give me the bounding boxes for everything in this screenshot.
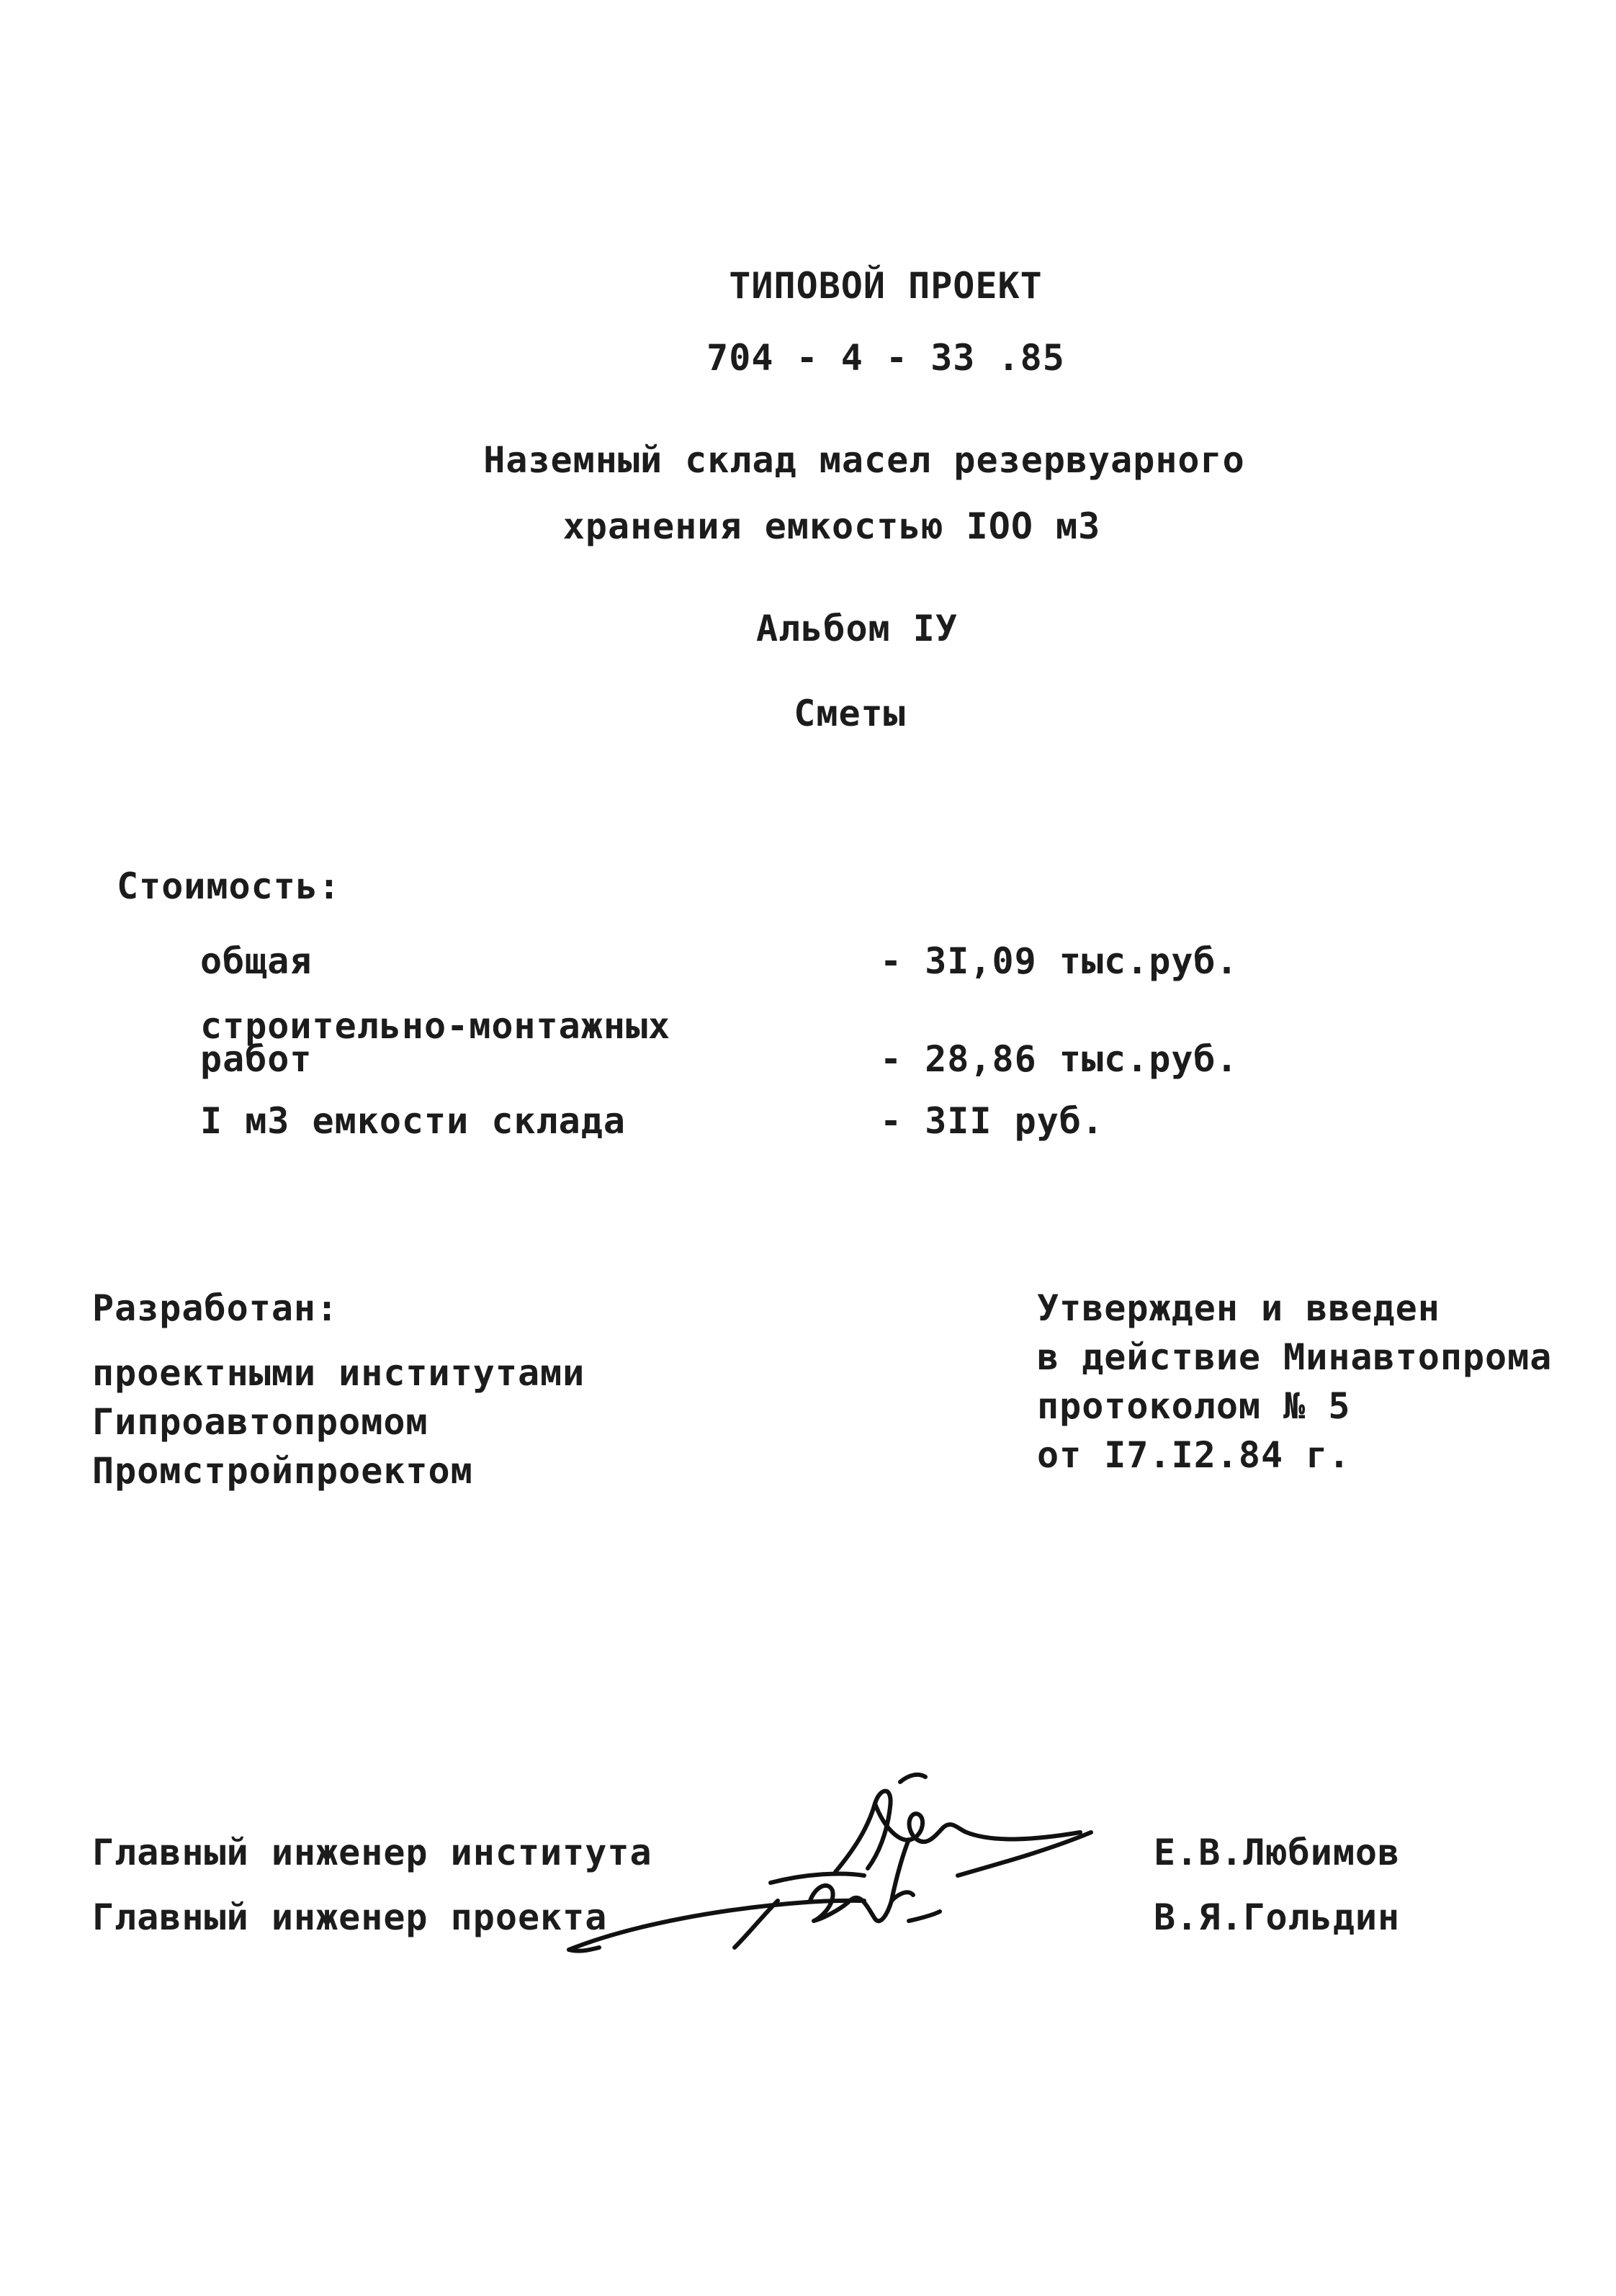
album-label: Альбом IУ (756, 608, 958, 649)
cost-construction-name-line-1: строительно-монтажных (200, 1005, 671, 1047)
approved-line-3: протоколом № 5 (1037, 1385, 1351, 1427)
signature-stroke (900, 1775, 925, 1782)
title-line-1: Наземный склад масел резервуарного (483, 439, 1245, 481)
document-number: 704 - 4 - 33 .85 (706, 337, 1065, 379)
title-line-2: хранения емкостью IOO м3 (562, 505, 1101, 547)
approved-line-4: от I7.I2.84 г. (1037, 1434, 1351, 1476)
document-type: ТИПОВОЙ ПРОЕКТ (729, 265, 1043, 307)
chief-engineer-project-name: В.Я.Гольдин (1154, 1896, 1401, 1938)
cost-per-m3-value: - 3II руб. (880, 1100, 1105, 1142)
cost-total-name: общая (200, 940, 313, 982)
approved-line-1: Утвержден и введен (1037, 1287, 1440, 1329)
signature-stroke (771, 1873, 864, 1883)
developed-label: Разработан: (92, 1287, 339, 1329)
signature-stroke (569, 1901, 864, 1950)
chief-engineer-institute-role: Главный инженер института (92, 1832, 652, 1873)
cost-label: Стоимость: (117, 865, 341, 907)
signature-stroke (909, 1912, 940, 1921)
developed-line-3: Промстройпроектом (92, 1450, 473, 1492)
section-label: Сметы (794, 693, 906, 734)
chief-engineer-institute-name: Е.В.Любимов (1154, 1832, 1401, 1873)
cost-per-m3-name: I м3 емкости склада (200, 1100, 626, 1142)
signature-stroke (875, 1804, 1080, 1842)
developed-line-2: Гипроавтопромом (92, 1401, 428, 1443)
signature-stroke (835, 1791, 891, 1872)
signature-stroke (810, 1840, 909, 1921)
approved-line-2: в действие Минавтопрома (1037, 1336, 1553, 1378)
chief-engineer-project-role: Главный инженер проекта (92, 1896, 608, 1938)
developed-line-1: проектными институтами (92, 1352, 585, 1394)
cost-construction-name-line-2: работ (200, 1038, 313, 1080)
cost-total-value: - 3I,09 тыс.руб. (880, 940, 1239, 982)
cost-construction-value: - 28,86 тыс.руб. (880, 1038, 1239, 1080)
